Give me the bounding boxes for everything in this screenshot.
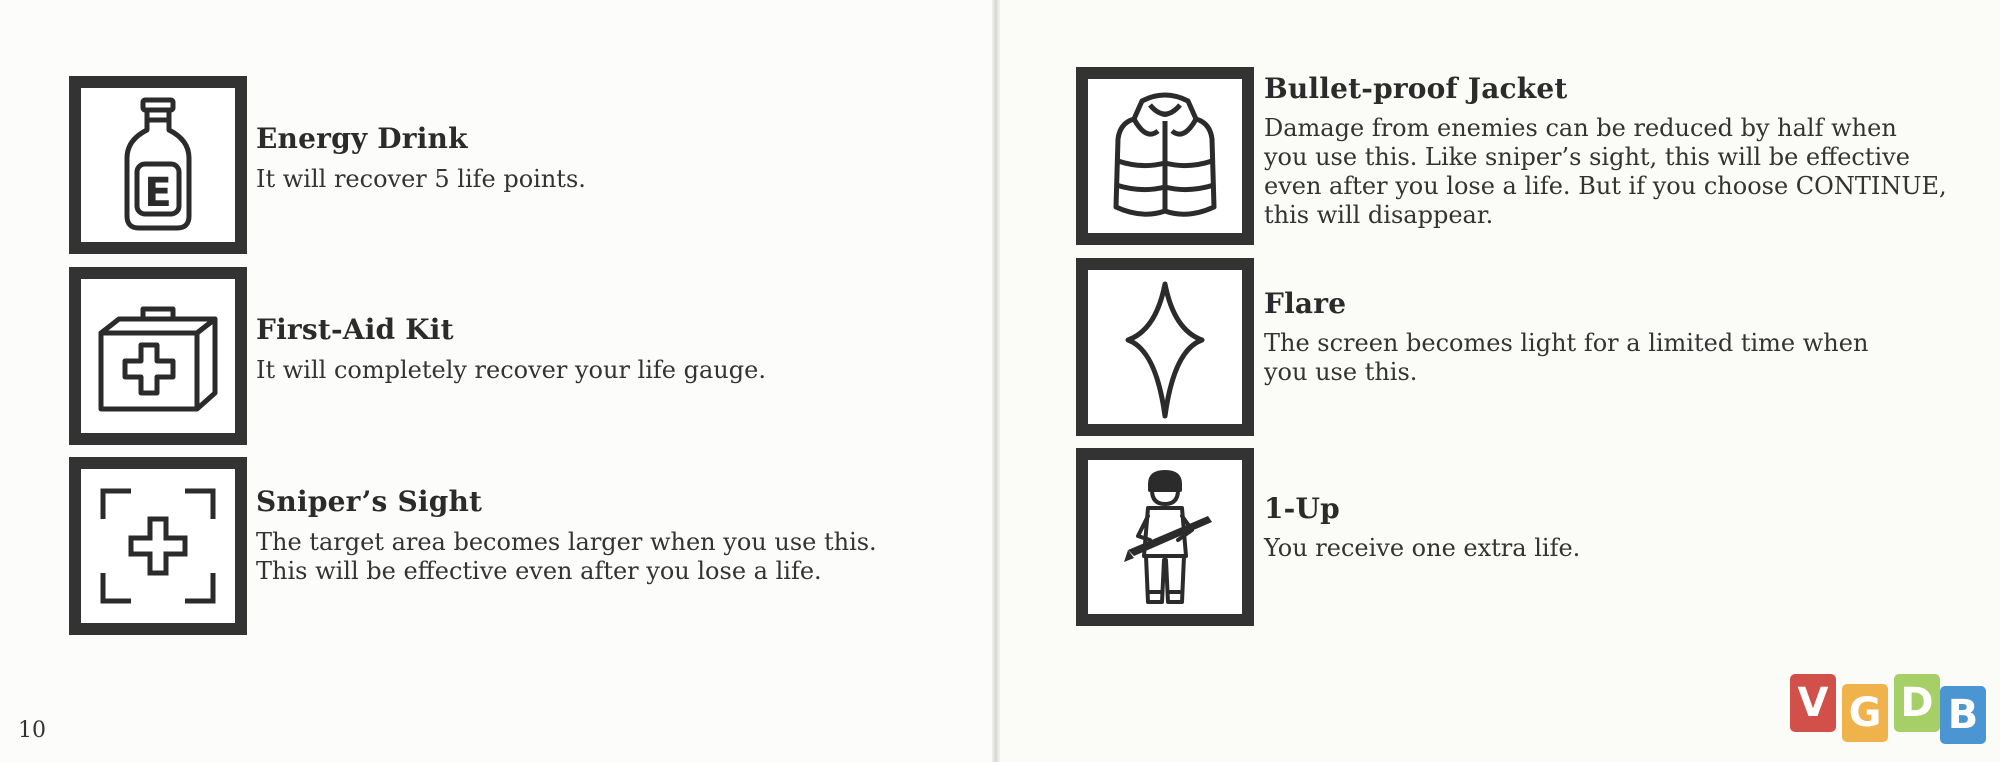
soldier-icon xyxy=(1088,460,1242,614)
vgdb-watermark-logo xyxy=(1790,674,1990,754)
item-title: 1-Up xyxy=(1264,492,1340,525)
snipers-sight-icon-box xyxy=(69,457,247,635)
bottle-icon xyxy=(81,88,235,242)
vest-icon xyxy=(1088,79,1242,233)
watermark-letter: B xyxy=(1940,686,1986,744)
watermark-letter: G xyxy=(1842,684,1888,742)
flare-icon-box xyxy=(1076,258,1254,436)
first-aid-kit-icon-box xyxy=(69,267,247,445)
description-line: you use this. Like sniper’s sight, this will be effective xyxy=(1264,143,1910,171)
one-up-icon-box xyxy=(1076,448,1254,626)
crosshair-icon xyxy=(81,469,235,623)
left-page xyxy=(0,0,996,762)
item-description xyxy=(1264,534,1580,563)
energy-drink-icon-box xyxy=(69,76,247,254)
description-line: The screen becomes light for a limited time when xyxy=(1264,329,1869,357)
flare-icon xyxy=(1088,270,1242,424)
description-line: Damage from enemies can be reduced by half when xyxy=(1264,114,1897,142)
description-line: you use this. xyxy=(1264,358,1418,386)
item-title: Energy Drink xyxy=(256,122,468,155)
item-description xyxy=(1264,114,1947,230)
watermark-letter: V xyxy=(1790,674,1836,732)
description-line: It will recover 5 life points. xyxy=(256,165,586,193)
item-description xyxy=(256,528,877,586)
description-line: The target area becomes larger when you use this. xyxy=(256,528,877,556)
item-description xyxy=(256,356,766,385)
first-aid-kit-icon xyxy=(81,279,235,433)
item-title: Flare xyxy=(1264,287,1347,320)
description-line: It will completely recover your life gauge. xyxy=(256,356,766,384)
description-line: this will disappear. xyxy=(1264,201,1494,229)
item-title: Bullet-proof Jacket xyxy=(1264,72,1568,105)
description-line: This will be effective even after you lose a life. xyxy=(256,557,822,585)
item-description xyxy=(256,165,586,194)
item-description xyxy=(1264,329,1868,387)
item-title: Sniper’s Sight xyxy=(256,485,483,518)
book-gutter xyxy=(992,0,1000,762)
description-line: You receive one extra life. xyxy=(1264,534,1581,562)
description-line: even after you lose a life. But if you choose CONTINUE, xyxy=(1264,172,1947,200)
svg-text:E: E xyxy=(144,170,172,216)
watermark-letter: D xyxy=(1894,674,1940,732)
item-title: First-Aid Kit xyxy=(256,313,454,346)
right-page xyxy=(996,0,2000,762)
bullet-proof-jacket-icon-box xyxy=(1076,67,1254,245)
page-number: 10 xyxy=(18,718,46,743)
